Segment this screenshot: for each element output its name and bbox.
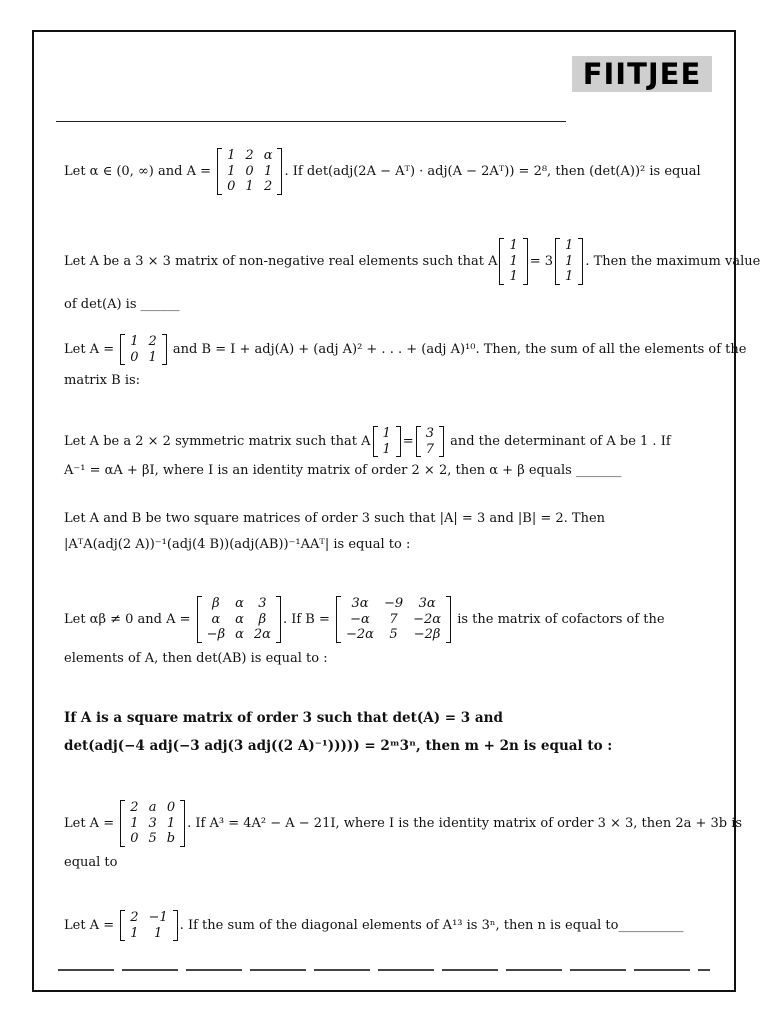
matrix-row	[560, 269, 578, 285]
q8-pre: Let A =	[64, 815, 119, 831]
matrix-cell: 7	[425, 441, 434, 457]
q5-line1: Let A and B be two square matrices of order 3 such that |A| = 3 and |B| = 2. Then	[64, 511, 606, 526]
q1-pre: Let α ∈ (0, ∞) and A =	[64, 163, 216, 179]
q2-matrix-2	[555, 238, 583, 285]
matrix-row	[202, 627, 276, 643]
q4-line2: A⁻¹ = αA + βI, where I is an identity matrix of order 2 × 2, then α + β equals _______	[64, 463, 622, 479]
matrix-cell: 1	[263, 163, 273, 179]
matrix-right-bracket	[162, 334, 167, 365]
q9-post: . If the sum of the diagonal elements of A¹³ is 3ⁿ, then n is equal to__________	[179, 917, 684, 933]
q1-post: . If det(adj(2A − Aᵀ) · adj(A − 2Aᵀ)) = 2⁸, then (det(A))² is equal	[284, 163, 701, 179]
matrix-right-bracket	[180, 800, 185, 847]
matrix-cell: 1	[227, 148, 236, 163]
matrix-row	[202, 596, 276, 612]
matrix-cell: −β	[206, 627, 226, 643]
matrix-cell: 1	[565, 269, 574, 285]
matrix-row	[125, 334, 162, 350]
matrix-row	[125, 800, 180, 816]
matrix-cell: β	[258, 611, 267, 627]
matrix-right-bracket	[173, 910, 178, 941]
q6-pre: Let αβ ≠ 0 and A =	[64, 611, 195, 627]
matrix-right-bracket	[578, 238, 583, 285]
q8-line2: equal to	[64, 854, 118, 870]
matrix-cell: 1	[166, 815, 176, 831]
matrix-grid	[202, 596, 276, 643]
footer-rule	[58, 969, 710, 971]
matrix-cell: 0	[166, 800, 176, 815]
q4-matrix-1	[373, 426, 401, 457]
q9-pre: Let A =	[64, 917, 119, 933]
matrix-row	[378, 442, 396, 458]
matrix-row	[560, 254, 578, 270]
matrix-grid	[560, 238, 578, 285]
matrix-cell: 3	[258, 596, 267, 611]
q5-line2: |AᵀA(adj(2 A))⁻¹(adj(4 B))(adj(AB))⁻¹AAᵀ| is equal to :	[64, 536, 411, 552]
matrix-cell: α	[263, 148, 273, 163]
matrix-row	[504, 269, 522, 285]
q2-matrix-1	[499, 238, 527, 285]
q9-matrix	[120, 910, 177, 941]
matrix-cell: 1	[382, 441, 391, 457]
matrix-cell: 1	[130, 334, 139, 349]
matrix-cell: −1	[148, 910, 168, 925]
matrix-cell: 2α	[253, 627, 271, 643]
matrix-grid	[421, 426, 439, 457]
matrix-row	[125, 910, 172, 926]
matrix-cell: 2	[263, 179, 273, 195]
matrix-cell: 0	[245, 163, 254, 179]
fiitjee-logo: FIITJEE	[572, 56, 712, 92]
header-rule	[56, 121, 566, 122]
matrix-cell: 1	[130, 925, 139, 941]
q8-post: . If A³ = 4A² − A − 21I, where I is the identity matrix of order 3 × 3, then 2a + 3b is	[187, 815, 743, 831]
matrix-row	[222, 164, 277, 180]
q3-pre: Let A =	[64, 341, 119, 357]
matrix-cell: 1	[509, 253, 518, 269]
matrix-cell: −2α	[346, 627, 374, 643]
matrix-cell: −2α	[413, 611, 442, 627]
matrix-row	[560, 238, 578, 254]
q6-post: is the matrix of cofactors of the	[453, 611, 665, 627]
q3-line2: matrix B is:	[64, 373, 141, 389]
matrix-right-bracket	[396, 426, 401, 457]
question-8	[64, 800, 742, 870]
matrix-cell: 1	[565, 238, 574, 253]
matrix-right-bracket	[446, 596, 451, 643]
q7-line1: If A is a square matrix of order 3 such that det(A) = 3 and	[64, 710, 503, 726]
matrix-right-bracket	[523, 238, 528, 285]
question-6	[64, 596, 665, 666]
question-7	[64, 710, 612, 754]
matrix-cell: 5	[148, 831, 157, 847]
q6-line2: elements of A, then det(AB) is equal to :	[64, 650, 328, 666]
question-2	[64, 238, 760, 312]
q2-mid: = 3	[529, 253, 554, 269]
question-5	[64, 511, 605, 552]
q7-line2: det(adj(−4 adj(−3 adj(3 adj((2 A)⁻¹))))) = 2ᵐ3ⁿ, then m + 2n is equal to :	[64, 738, 613, 755]
matrix-cell: 3α	[351, 596, 369, 611]
q6-matrix-b	[336, 596, 451, 643]
q6-mid: . If B =	[282, 611, 334, 627]
matrix-cell: a	[148, 800, 157, 815]
matrix-cell: 1	[245, 179, 254, 195]
matrix-cell: 3	[148, 815, 157, 831]
matrix-grid	[125, 910, 172, 941]
matrix-right-bracket	[276, 596, 281, 643]
matrix-row	[125, 831, 180, 847]
q4-pre: Let A be a 2 × 2 symmetric matrix such that A	[64, 433, 371, 449]
matrix-cell: 1	[509, 269, 518, 285]
matrix-grid	[125, 800, 180, 847]
matrix-row	[421, 426, 439, 442]
matrix-cell: 2	[148, 334, 157, 349]
matrix-right-bracket	[277, 148, 282, 195]
matrix-row	[222, 148, 277, 164]
q1-matrix	[217, 148, 282, 195]
q4-post: and the determinant of A be 1 . If	[445, 433, 671, 449]
matrix-row	[341, 627, 446, 643]
matrix-grid	[341, 596, 446, 643]
q3-matrix	[120, 334, 167, 365]
matrix-cell: 2	[130, 910, 139, 925]
matrix-cell: 1	[565, 253, 574, 269]
matrix-cell: α	[211, 611, 221, 627]
matrix-right-bracket	[439, 426, 444, 457]
matrix-cell: 1	[382, 426, 391, 441]
matrix-grid	[222, 148, 277, 195]
matrix-cell: α	[235, 627, 244, 643]
q3-post: and B = I + adj(A) + (adj A)² + . . . + (adj A)¹⁰. Then, the sum of all the elements of the	[168, 341, 747, 357]
matrix-cell: 1	[227, 163, 236, 179]
question-3	[64, 334, 746, 389]
matrix-cell: 1	[130, 815, 139, 831]
matrix-row	[125, 350, 162, 366]
matrix-row	[421, 442, 439, 458]
matrix-row	[125, 816, 180, 832]
matrix-row	[504, 238, 522, 254]
matrix-row	[341, 596, 446, 612]
matrix-cell: β	[212, 596, 220, 611]
matrix-cell: 0	[227, 179, 236, 195]
matrix-row	[341, 612, 446, 628]
q2-post: . Then the maximum value	[585, 253, 761, 269]
matrix-cell: 3α	[418, 596, 436, 611]
matrix-row	[222, 179, 277, 195]
matrix-grid	[125, 334, 162, 365]
matrix-cell: 1	[148, 349, 157, 365]
matrix-cell: 1	[153, 925, 163, 941]
matrix-cell: 2	[130, 800, 139, 815]
matrix-cell: α	[235, 611, 244, 627]
q2-pre: Let A be a 3 × 3 matrix of non-negative real elements such that A	[64, 253, 498, 269]
question-1	[64, 148, 701, 195]
question-4	[64, 426, 671, 479]
matrix-cell: 7	[389, 611, 398, 627]
matrix-row	[125, 926, 172, 942]
q8-matrix	[120, 800, 185, 847]
question-9	[64, 910, 683, 941]
matrix-cell: b	[166, 831, 176, 847]
matrix-cell: 1	[509, 238, 518, 253]
matrix-cell: 5	[389, 627, 398, 643]
matrix-cell: 2	[245, 148, 254, 163]
matrix-cell: α	[235, 596, 244, 611]
matrix-row	[378, 426, 396, 442]
matrix-cell: 3	[425, 426, 434, 441]
matrix-grid	[504, 238, 522, 285]
matrix-cell: 0	[130, 349, 139, 365]
matrix-row	[504, 254, 522, 270]
matrix-cell: −α	[350, 611, 370, 627]
q6-matrix-a	[197, 596, 281, 643]
q4-matrix-2	[416, 426, 444, 457]
matrix-cell: 0	[130, 831, 139, 847]
matrix-grid	[378, 426, 396, 457]
q2-line2: of det(A) is ______	[64, 296, 180, 312]
q4-mid: =	[402, 433, 414, 449]
matrix-row	[202, 612, 276, 628]
matrix-cell: −2β	[413, 627, 441, 643]
matrix-cell: −9	[383, 596, 404, 611]
